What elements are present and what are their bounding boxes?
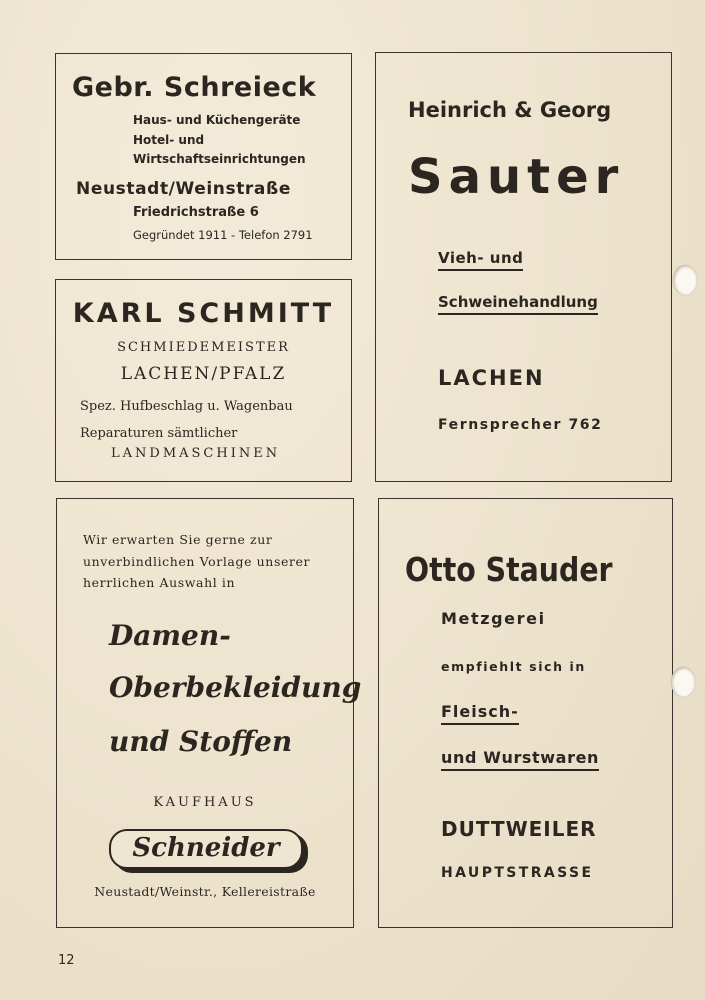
script-line-1: Damen- [109,619,231,652]
ad-sauter [375,52,672,482]
offer-line-3: und Wurstwaren [441,748,599,771]
city: Neustadt/Weinstraße [76,179,291,199]
company-name: KARL SCHMITT [72,298,335,329]
intro-line-3: herrlichen Auswahl in [83,575,236,590]
city: LACHEN [438,366,545,390]
trade-line-1: Vieh- und [438,249,523,271]
service-line-1: Spez. Hufbeschlag u. Wagenbau [80,399,293,414]
logo-text: Schneider [132,833,280,863]
intro-line-2: unverbindlichen Vorlage unserer [83,554,311,569]
trade: Metzgerei [441,609,546,628]
company-name: Gebr. Schreieck [72,72,317,103]
product-line-2: Hotel- und [133,133,205,147]
trade-line-2: Schweinehandlung [438,293,598,315]
city: LACHEN/PFALZ [120,364,287,384]
product-line-3: Wirtschaftseinrichtungen [133,152,306,166]
store-type: KAUFHAUS [153,795,257,810]
punch-hole-top [673,265,697,295]
ad-schneider [56,498,362,928]
company-name: Otto Stauder [405,550,613,589]
page-number: 12 [58,953,75,968]
founded-phone: Gegründet 1911 - Telefon 2791 [133,228,313,242]
street: Friedrichstraße 6 [133,205,259,220]
street: HAUPTSTRASSE [441,865,594,881]
offer-line-1: empfiehlt sich in [441,659,586,674]
service-line-3: LANDMASCHINEN [111,446,281,461]
ad-stauder [378,498,673,928]
phone: Fernsprecher 762 [438,417,603,433]
intro-line-1: Wir erwarten Sie gerne zur [83,532,273,547]
first-names: Heinrich & Georg [408,98,612,122]
script-line-2: Oberbekleidung [109,671,362,704]
product-line-1: Haus- und Küchengeräte [133,113,301,127]
company-name: Sauter [408,149,625,205]
offer-line-2: Fleisch- [441,702,519,725]
service-line-2: Reparaturen sämtlicher [80,426,238,441]
schneider-logo [109,829,303,869]
address: Neustadt/Weinstr., Kellereistraße [94,884,316,899]
city: DUTTWEILER [441,817,597,841]
ad-schmitt [55,279,352,482]
script-line-3: und Stoffen [109,725,293,758]
punch-hole-bottom [671,667,695,697]
profession: SCHMIEDEMEISTER [117,340,290,355]
ad-schreieck [55,53,352,260]
